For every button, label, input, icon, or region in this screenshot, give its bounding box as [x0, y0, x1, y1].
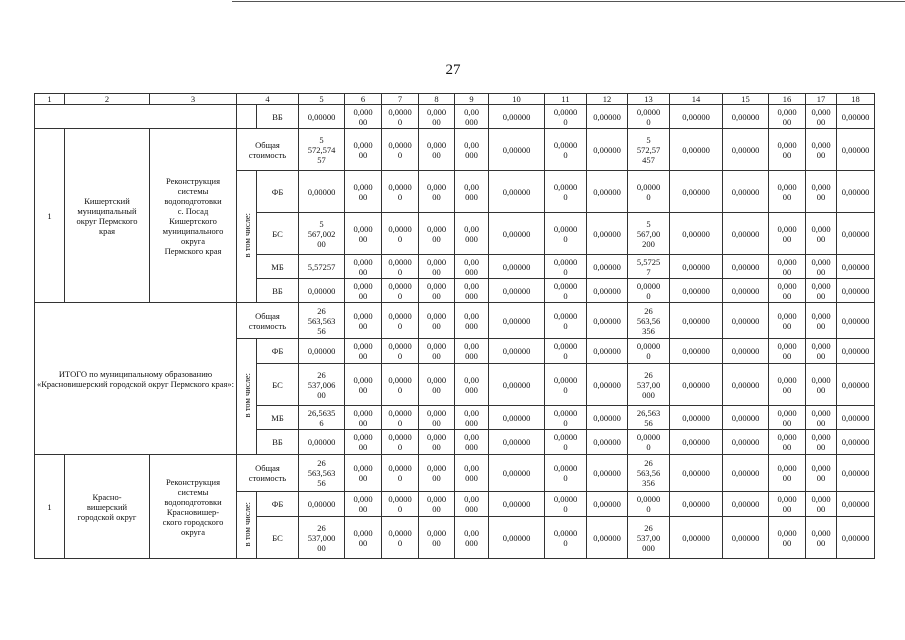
value-cell: 0,000 00 — [419, 492, 455, 517]
value-cell: 0,00000 — [837, 129, 875, 171]
value-cell: 0,000 00 — [345, 303, 382, 339]
value-cell: 0,000 00 — [345, 171, 382, 213]
value-cell: 0,000 00 — [806, 255, 837, 279]
value-cell: 0,0000 0 — [545, 279, 587, 303]
value-cell: 0,00000 — [489, 517, 545, 559]
value-cell: 0,00000 — [837, 364, 875, 406]
value-cell: 0,00000 — [489, 406, 545, 430]
budget-source-label: ВБ — [257, 279, 299, 303]
table-row — [35, 303, 875, 339]
value-cell: 0,00000 — [587, 255, 628, 279]
value-cell: 0,00000 — [723, 213, 769, 255]
value-cell: 0,000 00 — [806, 303, 837, 339]
value-cell: 0,000 00 — [806, 492, 837, 517]
value-cell: 0,000 00 — [419, 303, 455, 339]
value-cell: 0,00000 — [587, 171, 628, 213]
header-cell: 13 — [628, 94, 670, 105]
value-cell: 0,00000 — [587, 517, 628, 559]
header-cell: 9 — [455, 94, 489, 105]
value-cell: 0,00000 — [489, 255, 545, 279]
value-cell: 0,00000 — [723, 303, 769, 339]
header-cell: 4 — [237, 94, 299, 105]
value-cell: 0,0000 0 — [545, 171, 587, 213]
value-cell: 0,000 00 — [419, 364, 455, 406]
value-cell: 0,00000 — [299, 430, 345, 455]
value-cell: 0,000 00 — [345, 279, 382, 303]
value-cell: 0,000 00 — [345, 455, 382, 492]
value-cell: 0,00000 — [723, 455, 769, 492]
value-cell: 0,00000 — [587, 129, 628, 171]
value-cell: 0,0000 0 — [628, 279, 670, 303]
value-cell: 0,0000 0 — [628, 339, 670, 364]
value-cell: 0,0000 0 — [628, 430, 670, 455]
value-cell: 0,00000 — [670, 492, 723, 517]
vertical-label: в том числе: — [241, 213, 252, 258]
value-cell: 0,00000 — [587, 303, 628, 339]
header-cell: 14 — [670, 94, 723, 105]
value-cell: 0,00000 — [299, 105, 345, 129]
value-cell: 0,00000 — [837, 406, 875, 430]
value-cell: 0,00000 — [489, 213, 545, 255]
value-cell: 0,0000 0 — [382, 213, 419, 255]
value-cell: 0,000 00 — [806, 105, 837, 129]
value-cell: 0,00 000 — [455, 105, 489, 129]
value-cell: 0,000 00 — [419, 213, 455, 255]
row-number: 1 — [35, 455, 65, 559]
value-cell: 0,000 00 — [769, 339, 806, 364]
value-cell: 0,0000 0 — [382, 455, 419, 492]
value-cell: 0,00000 — [489, 492, 545, 517]
value-cell: 0,00 000 — [455, 303, 489, 339]
budget-source-label: БС — [257, 213, 299, 255]
value-cell: 0,00000 — [299, 339, 345, 364]
value-cell: 0,00000 — [837, 455, 875, 492]
header-cell: 8 — [419, 94, 455, 105]
value-cell: 0,00000 — [489, 364, 545, 406]
value-cell: 0,0000 0 — [545, 430, 587, 455]
value-cell: 0,0000 0 — [382, 339, 419, 364]
table-row — [35, 105, 875, 129]
project-name: Реконструкция системы водоподготовки с. Посад Кишертского муниципального округа Пермского края — [150, 129, 237, 303]
value-cell: 0,0000 0 — [545, 455, 587, 492]
header-cell: 2 — [65, 94, 150, 105]
value-cell: 0,000 00 — [806, 455, 837, 492]
value-cell: 0,0000 0 — [382, 492, 419, 517]
value-cell: 0,00000 — [670, 339, 723, 364]
header-cell: 6 — [345, 94, 382, 105]
value-cell: 0,00000 — [587, 339, 628, 364]
value-cell: 0,000 00 — [419, 517, 455, 559]
value-cell: 0,000 00 — [806, 213, 837, 255]
value-cell: 0,00000 — [489, 129, 545, 171]
value-cell: 0,00000 — [489, 455, 545, 492]
value-cell: 0,00000 — [723, 406, 769, 430]
value-cell: 0,00000 — [723, 364, 769, 406]
value-cell: 0,00000 — [837, 492, 875, 517]
value-cell: 0,0000 0 — [545, 213, 587, 255]
value-cell: 0,000 00 — [419, 279, 455, 303]
header-cell: 17 — [806, 94, 837, 105]
empty-cell — [35, 105, 237, 129]
value-cell: 5 572,574 57 — [299, 129, 345, 171]
value-cell: 0,00000 — [670, 255, 723, 279]
value-cell: 0,00000 — [670, 171, 723, 213]
value-cell: 0,000 00 — [806, 430, 837, 455]
value-cell: 0,000 00 — [769, 430, 806, 455]
budget-source-label: БС — [257, 517, 299, 559]
value-cell: 0,00000 — [723, 517, 769, 559]
value-cell: 0,000 00 — [345, 105, 382, 129]
value-cell: 0,00000 — [489, 339, 545, 364]
value-cell: 0,00000 — [299, 492, 345, 517]
value-cell: 0,000 00 — [806, 279, 837, 303]
value-cell: 0,00 000 — [455, 430, 489, 455]
value-cell: 0,00000 — [489, 430, 545, 455]
header-cell: 3 — [150, 94, 237, 105]
value-cell: 0,00000 — [723, 339, 769, 364]
value-cell: 0,0000 0 — [545, 129, 587, 171]
value-cell: 0,0000 0 — [382, 406, 419, 430]
value-cell: 0,0000 0 — [628, 105, 670, 129]
value-cell: 0,00 000 — [455, 213, 489, 255]
total-cost-label: Общая стоимость — [237, 129, 299, 171]
project-name: Реконструкция системы водоподготовки Красновишер- ского городского округа — [150, 455, 237, 559]
value-cell: 0,0000 0 — [382, 105, 419, 129]
value-cell: 0,000 00 — [345, 492, 382, 517]
table-row — [35, 455, 875, 492]
budget-table — [34, 93, 875, 559]
value-cell: 0,00000 — [587, 406, 628, 430]
value-cell: 0,00000 — [723, 255, 769, 279]
value-cell: 0,00 000 — [455, 129, 489, 171]
header-cell: 11 — [545, 94, 587, 105]
value-cell: 0,000 00 — [769, 255, 806, 279]
value-cell: 0,00000 — [670, 517, 723, 559]
row-number: 1 — [35, 129, 65, 303]
value-cell: 0,000 00 — [419, 129, 455, 171]
value-cell: 0,00000 — [587, 213, 628, 255]
value-cell: 0,00000 — [837, 279, 875, 303]
value-cell: 0,0000 0 — [382, 171, 419, 213]
value-cell: 0,000 00 — [806, 517, 837, 559]
value-cell: 0,00000 — [587, 364, 628, 406]
value-cell: 0,000 00 — [345, 364, 382, 406]
value-cell: 0,00000 — [723, 430, 769, 455]
value-cell: 0,0000 0 — [382, 129, 419, 171]
value-cell: 0,00 000 — [455, 279, 489, 303]
value-cell: 0,000 00 — [419, 430, 455, 455]
value-cell: 0,0000 0 — [382, 517, 419, 559]
value-cell: 0,00 000 — [455, 517, 489, 559]
value-cell: 0,000 00 — [345, 339, 382, 364]
value-cell: 0,00000 — [489, 303, 545, 339]
header-cell: 15 — [723, 94, 769, 105]
value-cell: 0,0000 0 — [382, 255, 419, 279]
budget-source-label: ВБ — [257, 430, 299, 455]
value-cell: 0,0000 0 — [545, 492, 587, 517]
budget-source-label: МБ — [257, 255, 299, 279]
value-cell: 0,000 00 — [419, 255, 455, 279]
value-cell: 0,00000 — [587, 279, 628, 303]
value-cell: 0,0000 0 — [382, 279, 419, 303]
value-cell: 0,00 000 — [455, 364, 489, 406]
value-cell: 5 567,002 00 — [299, 213, 345, 255]
budget-source-label: ФБ — [257, 171, 299, 213]
value-cell: 0,00000 — [837, 430, 875, 455]
value-cell: 0,00000 — [670, 213, 723, 255]
value-cell: 0,00000 — [670, 279, 723, 303]
value-cell: 26 537,00 000 — [628, 364, 670, 406]
page-number: 27 — [445, 62, 461, 78]
value-cell: 0,00000 — [837, 339, 875, 364]
total-cost-label: Общая стоимость — [237, 455, 299, 492]
value-cell: 0,000 00 — [806, 406, 837, 430]
value-cell: 0,00000 — [670, 303, 723, 339]
value-cell: 0,000 00 — [769, 129, 806, 171]
table-row — [35, 94, 875, 105]
value-cell: 0,000 00 — [345, 213, 382, 255]
value-cell: 5 572,57 457 — [628, 129, 670, 171]
value-cell: 0,000 00 — [345, 255, 382, 279]
value-cell: 0,000 00 — [769, 171, 806, 213]
vertical-label: в том числе: — [241, 373, 252, 418]
value-cell: 5,5725 7 — [628, 255, 670, 279]
value-cell: 0,0000 0 — [545, 406, 587, 430]
value-cell: 0,000 00 — [769, 406, 806, 430]
value-cell: 0,000 00 — [806, 364, 837, 406]
municipality-name: Кишертский муниципальный округ Пермского края — [65, 129, 150, 303]
value-cell: 0,00000 — [670, 364, 723, 406]
value-cell: 0,00000 — [837, 517, 875, 559]
value-cell: 5,57257 — [299, 255, 345, 279]
value-cell: 0,00000 — [723, 105, 769, 129]
value-cell: 0,00 000 — [455, 171, 489, 213]
value-cell: 0,00000 — [837, 255, 875, 279]
value-cell: 26 563,563 56 — [299, 455, 345, 492]
value-cell: 0,000 00 — [345, 430, 382, 455]
value-cell: 0,00 000 — [455, 492, 489, 517]
value-cell: 0,00000 — [299, 171, 345, 213]
value-cell: 0,0000 0 — [382, 430, 419, 455]
value-cell: 0,000 00 — [769, 279, 806, 303]
value-cell: 0,00000 — [670, 455, 723, 492]
value-cell: 0,00000 — [723, 492, 769, 517]
municipality-name: Красно- вишерский городской округ — [65, 455, 150, 559]
value-cell: 0,00000 — [670, 105, 723, 129]
value-cell: 0,00000 — [837, 213, 875, 255]
value-cell: 0,000 00 — [769, 303, 806, 339]
value-cell: 0,000 00 — [345, 517, 382, 559]
value-cell: 0,0000 0 — [628, 171, 670, 213]
value-cell: 0,0000 0 — [545, 303, 587, 339]
including-label — [237, 339, 257, 455]
budget-source-label: ФБ — [257, 492, 299, 517]
including-label — [237, 171, 257, 303]
value-cell: 0,00000 — [723, 171, 769, 213]
header-cell: 1 — [35, 94, 65, 105]
value-cell: 0,0000 0 — [545, 364, 587, 406]
value-cell: 0,0000 0 — [382, 364, 419, 406]
value-cell: 0,000 00 — [769, 492, 806, 517]
value-cell: 0,000 00 — [419, 406, 455, 430]
empty-cell — [237, 105, 257, 129]
value-cell: 5 567,00 200 — [628, 213, 670, 255]
value-cell: 0,0000 0 — [545, 339, 587, 364]
value-cell: 26,563 56 — [628, 406, 670, 430]
value-cell: 26 563,563 56 — [299, 303, 345, 339]
value-cell: 26,5635 6 — [299, 406, 345, 430]
value-cell: 0,00 000 — [455, 339, 489, 364]
value-cell: 0,00 000 — [455, 455, 489, 492]
value-cell: 0,000 00 — [419, 105, 455, 129]
value-cell: 0,00000 — [837, 171, 875, 213]
value-cell: 0,00000 — [489, 105, 545, 129]
header-rule — [232, 1, 905, 2]
value-cell: 0,000 00 — [419, 339, 455, 364]
value-cell: 0,000 00 — [806, 339, 837, 364]
value-cell: 0,000 00 — [769, 213, 806, 255]
budget-source-label: ФБ — [257, 339, 299, 364]
value-cell: 0,00000 — [837, 303, 875, 339]
value-cell: 0,00 000 — [455, 255, 489, 279]
header-cell: 7 — [382, 94, 419, 105]
itogo-label: ИТОГО по муниципальному образованию «Красновишерский городской округ Пермского края»: — [35, 303, 237, 455]
value-cell: 0,000 00 — [345, 129, 382, 171]
value-cell: 0,00000 — [723, 279, 769, 303]
table-row — [35, 129, 875, 171]
budget-source-label: БС — [257, 364, 299, 406]
value-cell: 0,00000 — [587, 492, 628, 517]
value-cell: 26 563,56 356 — [628, 303, 670, 339]
value-cell: 0,00000 — [670, 406, 723, 430]
value-cell: 0,0000 0 — [545, 105, 587, 129]
value-cell: 26 537,00 000 — [628, 517, 670, 559]
value-cell: 0,000 00 — [345, 406, 382, 430]
value-cell: 0,000 00 — [769, 105, 806, 129]
header-cell: 18 — [837, 94, 875, 105]
value-cell: 0,000 00 — [769, 364, 806, 406]
value-cell: 0,000 00 — [419, 455, 455, 492]
value-cell: 0,000 00 — [419, 171, 455, 213]
value-cell: 0,000 00 — [769, 455, 806, 492]
value-cell: 0,0000 0 — [628, 492, 670, 517]
value-cell: 0,00000 — [670, 129, 723, 171]
value-cell: 0,00000 — [489, 171, 545, 213]
value-cell: 0,00000 — [587, 455, 628, 492]
budget-source-label: ВБ — [257, 105, 299, 129]
value-cell: 0,000 00 — [769, 517, 806, 559]
value-cell: 26 537,006 00 — [299, 364, 345, 406]
value-cell: 0,0000 0 — [545, 517, 587, 559]
value-cell: 26 563,56 356 — [628, 455, 670, 492]
value-cell: 0,00000 — [489, 279, 545, 303]
header-cell: 12 — [587, 94, 628, 105]
value-cell: 0,00000 — [723, 129, 769, 171]
value-cell: 0,00 000 — [455, 406, 489, 430]
budget-source-label: МБ — [257, 406, 299, 430]
value-cell: 0,00000 — [587, 105, 628, 129]
header-cell: 10 — [489, 94, 545, 105]
header-cell: 16 — [769, 94, 806, 105]
total-cost-label: Общая стоимость — [237, 303, 299, 339]
value-cell: 0,00000 — [837, 105, 875, 129]
value-cell: 0,0000 0 — [545, 255, 587, 279]
vertical-label: в том числе: — [241, 501, 252, 547]
including-label — [237, 492, 257, 559]
header-cell: 5 — [299, 94, 345, 105]
value-cell: 0,0000 0 — [382, 303, 419, 339]
value-cell: 0,000 00 — [806, 171, 837, 213]
value-cell: 0,00000 — [299, 279, 345, 303]
value-cell: 0,00000 — [587, 430, 628, 455]
value-cell: 0,000 00 — [806, 129, 837, 171]
value-cell: 0,00000 — [670, 430, 723, 455]
value-cell: 26 537,000 00 — [299, 517, 345, 559]
